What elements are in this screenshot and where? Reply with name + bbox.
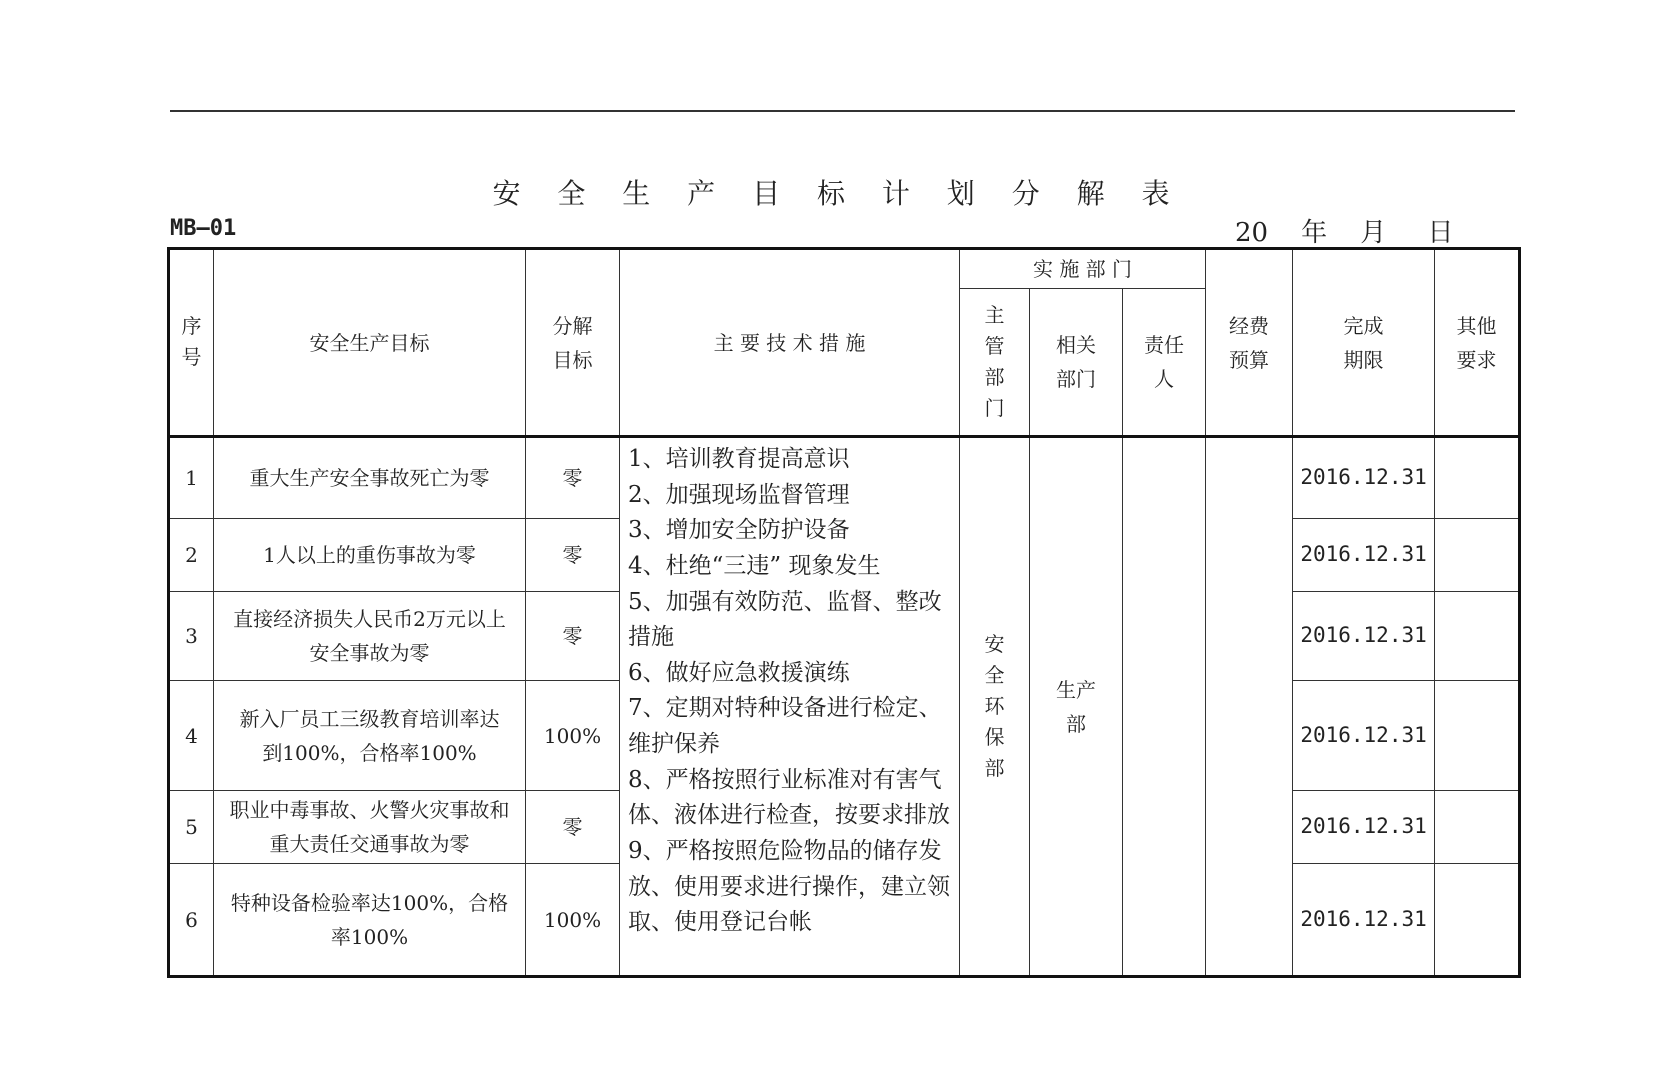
header-related-dept: 相关部门 (1030, 289, 1123, 437)
header-deadline: 完成期限 (1293, 249, 1435, 437)
row-index: 4 (169, 681, 214, 791)
header-budget: 经费预算 (1206, 249, 1293, 437)
measure-item: 8、严格按照行业标准对有害气体、液体进行检查，按要求排放 (628, 766, 950, 829)
header-measures: 主 要 技 术 措 施 (620, 249, 960, 437)
row-goal: 职业中毒事故、火警火灾事故和重大责任交通事故为零 (214, 791, 526, 864)
row-deadline: 2016.12.31 (1293, 437, 1435, 519)
header-lead-dept: 主管部门 (960, 289, 1030, 437)
header-impl-group: 实 施 部 门 (960, 249, 1206, 289)
lead-dept-cell: 安全环保部 (960, 437, 1030, 977)
row-deadline: 2016.12.31 (1293, 681, 1435, 791)
row-other (1435, 681, 1520, 791)
row-goal: 直接经济损失人民币2万元以上安全事故为零 (214, 592, 526, 681)
header-index: 序号 (169, 249, 214, 437)
form-code: MB—01 (170, 216, 237, 241)
row-deadline: 2016.12.31 (1293, 519, 1435, 592)
row-other (1435, 437, 1520, 519)
header-owner: 责任人 (1123, 289, 1206, 437)
row-deadline: 2016.12.31 (1293, 864, 1435, 977)
row-deadline: 2016.12.31 (1293, 592, 1435, 681)
header-breakdown: 分解目标 (526, 249, 620, 437)
row-index: 6 (169, 864, 214, 977)
row-goal: 1人以上的重伤事故为零 (214, 519, 526, 592)
row-index: 3 (169, 592, 214, 681)
row-breakdown: 100% (526, 681, 620, 791)
related-dept-cell: 生产部 (1030, 437, 1123, 977)
row-other (1435, 592, 1520, 681)
header-goal: 安全生产目标 (214, 249, 526, 437)
document-title: 安 全 生 产 目 标 计 划 分 解 表 (492, 177, 1184, 210)
row-other (1435, 864, 1520, 977)
row-deadline: 2016.12.31 (1293, 791, 1435, 864)
measure-item: 3、增加安全防护设备 (628, 517, 850, 544)
row-index: 2 (169, 519, 214, 592)
row-index: 5 (169, 791, 214, 864)
row-breakdown: 零 (526, 519, 620, 592)
measure-item: 1、培训教育提高意识 (628, 446, 850, 472)
row-breakdown: 零 (526, 791, 620, 864)
measure-item: 5、加强有效防范、监督、整改措施 (628, 588, 942, 651)
measure-item: 9、严格按照危险物品的储存发放、使用要求进行操作，建立领取、使用登记台帐 (628, 838, 950, 936)
row-breakdown: 零 (526, 437, 620, 519)
row-other (1435, 519, 1520, 592)
budget-cell (1206, 437, 1293, 977)
measure-item: 4、杜绝“三违” 现象发生 (628, 552, 881, 579)
row-goal: 新入厂员工三级教育培训率达到100%，合格率100% (214, 681, 526, 791)
header-rule (170, 110, 1515, 112)
header-other: 其他要求 (1435, 249, 1520, 437)
row-index: 1 (169, 437, 214, 519)
measure-item: 6、做好应急救援演练 (628, 659, 850, 686)
date-line: 20 年 月 日 (1235, 218, 1454, 248)
row-breakdown: 零 (526, 592, 620, 681)
row-goal: 特种设备检验率达100%，合格率100% (214, 864, 526, 977)
measure-item: 2、加强现场监督管理 (628, 481, 850, 508)
table-row (169, 437, 1520, 519)
row-other (1435, 791, 1520, 864)
measure-item: 7、定期对特种设备进行检定、维护保养 (628, 695, 942, 758)
measures-cell (620, 437, 960, 977)
owner-cell (1123, 437, 1206, 977)
goal-breakdown-table (167, 247, 1521, 978)
row-breakdown: 100% (526, 864, 620, 977)
row-goal: 重大生产安全事故死亡为零 (214, 437, 526, 519)
